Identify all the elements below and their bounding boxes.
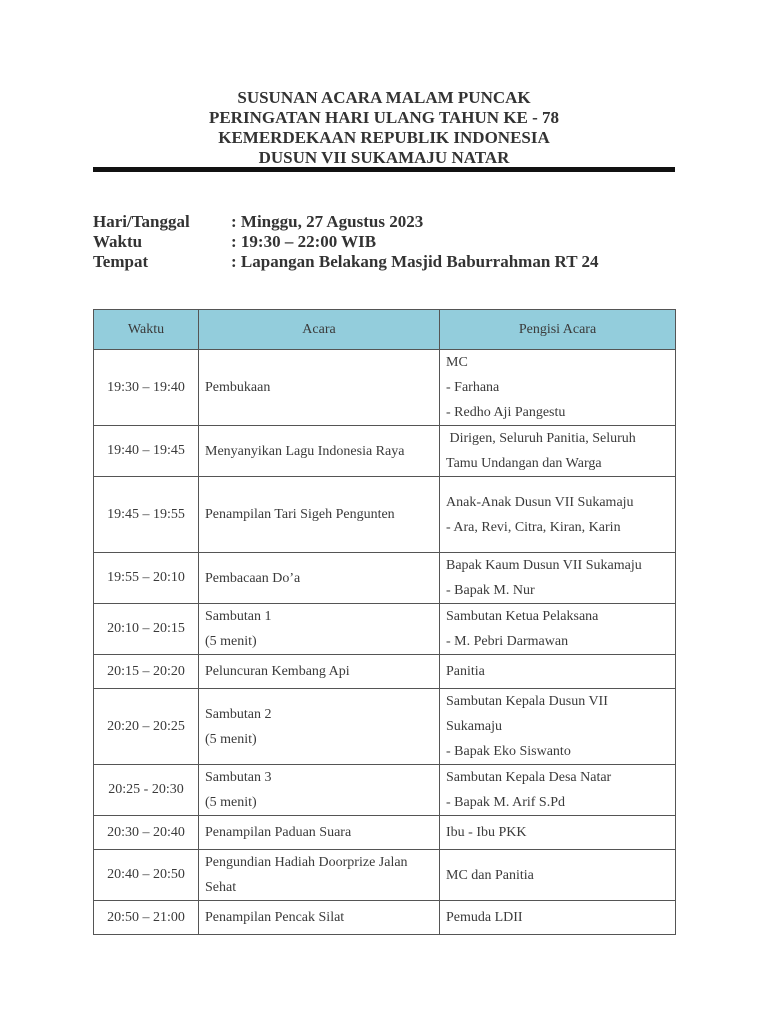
pengisi-line: - Bapak M. Nur (446, 583, 535, 598)
acara-line: Sambutan 1 (205, 609, 272, 624)
time-cell: 20:40 – 20:50 (94, 850, 199, 901)
acara-cell (199, 350, 440, 426)
acara-line: Pembacaan Do’a (205, 570, 301, 586)
acara-cell (199, 426, 440, 477)
pengisi-line: Anak-Anak Dusun VII Sukamaju (446, 494, 634, 510)
table-row (94, 604, 676, 655)
info-row-time (93, 232, 599, 252)
event-info (93, 212, 599, 272)
info-label: Hari/Tanggal (93, 212, 190, 231)
info-value: : Minggu, 27 Agustus 2023 (231, 212, 424, 231)
acara-cell (199, 765, 440, 816)
table-row (94, 350, 676, 426)
table-row (94, 850, 676, 901)
header-waktu: Waktu (94, 310, 199, 350)
pengisi-line: Bapak Kaum Dusun VII Sukamaju (446, 558, 642, 573)
acara-cell (199, 553, 440, 604)
table-header-row (94, 310, 676, 350)
document-title (93, 88, 675, 168)
pengisi-cell (440, 350, 676, 426)
pengisi-line: - Farhana (446, 380, 500, 395)
time-cell: 19:55 – 20:10 (94, 553, 199, 604)
table-row (94, 816, 676, 850)
info-label: Tempat (93, 252, 149, 271)
table-row (94, 901, 676, 935)
table-row (94, 765, 676, 816)
acara-line: (5 menit) (205, 634, 257, 649)
acara-line: Sambutan 2 (205, 706, 272, 722)
table-row (94, 655, 676, 689)
acara-cell (199, 816, 440, 850)
pengisi-line: - M. Pebri Darmawan (446, 634, 569, 649)
pengisi-cell (440, 604, 676, 655)
pengisi-line: Sambutan Ketua Pelaksana (446, 609, 599, 624)
pengisi-line: - Ara, Revi, Citra, Kiran, Karin (446, 519, 621, 535)
info-value: : Lapangan Belakang Masjid Baburrahman RT 24 (231, 252, 599, 271)
table-row (94, 426, 676, 477)
pengisi-cell (440, 765, 676, 816)
acara-line: Menyanyikan Lagu Indonesia Raya (205, 443, 405, 459)
info-row-place (93, 252, 599, 272)
pengisi-cell (440, 426, 676, 477)
pengisi-line: Sambutan Kepala Dusun VII (446, 694, 608, 709)
time-cell: 19:40 – 19:45 (94, 426, 199, 477)
acara-line: Sehat (205, 880, 237, 895)
pengisi-line: MC (446, 355, 468, 370)
time-cell: 20:10 – 20:15 (94, 604, 199, 655)
acara-line: Sambutan 3 (205, 770, 272, 785)
title-line-4: DUSUN VII SUKAMAJU NATAR (258, 148, 510, 167)
pengisi-line: MC dan Panitia (446, 867, 534, 883)
pengisi-line: Pemuda LDII (446, 910, 523, 925)
pengisi-line: - Bapak Eko Siswanto (446, 744, 571, 759)
pengisi-line: Ibu - Ibu PKK (446, 825, 527, 840)
time-cell: 19:45 – 19:55 (94, 477, 199, 553)
acara-cell (199, 901, 440, 935)
acara-line: Peluncuran Kembang Api (205, 664, 350, 679)
pengisi-line: - Redho Aji Pangestu (446, 405, 566, 420)
acara-line: Penampilan Tari Sigeh Pengunten (205, 507, 395, 522)
header-pengisi: Pengisi Acara (440, 310, 676, 350)
acara-line: Penampilan Pencak Silat (205, 910, 345, 925)
title-line-2: PERINGATAN HARI ULANG TAHUN KE - 78 (208, 108, 560, 127)
time-cell: 20:25 - 20:30 (94, 765, 199, 816)
schedule-table (93, 309, 676, 935)
pengisi-cell (440, 901, 676, 935)
table-row (94, 477, 676, 553)
time-cell: 20:30 – 20:40 (94, 816, 199, 850)
time-cell: 20:50 – 21:00 (94, 901, 199, 935)
pengisi-line: Tamu Undangan dan Warga (446, 456, 602, 471)
acara-line: Pembukaan (205, 380, 271, 395)
acara-cell (199, 655, 440, 689)
info-label: Waktu (93, 232, 143, 251)
acara-cell (199, 689, 440, 765)
info-value: : 19:30 – 22:00 WIB (231, 232, 377, 251)
pengisi-line: - Bapak M. Arif S.Pd (446, 795, 565, 810)
acara-line: Penampilan Paduan Suara (205, 825, 352, 840)
time-cell: 20:20 – 20:25 (94, 689, 199, 765)
pengisi-line: Sukamaju (446, 719, 502, 734)
acara-line: Pengundian Hadiah Doorprize Jalan (205, 855, 408, 870)
info-row-date (93, 212, 599, 232)
pengisi-cell (440, 655, 676, 689)
acara-line: (5 menit) (205, 795, 257, 810)
time-cell: 20:15 – 20:20 (94, 655, 199, 689)
acara-cell (199, 850, 440, 901)
title-line-1: SUSUNAN ACARA MALAM PUNCAK (237, 88, 531, 107)
time-cell: 19:30 – 19:40 (94, 350, 199, 426)
pengisi-cell (440, 850, 676, 901)
acara-line: (5 menit) (205, 731, 257, 747)
table-row (94, 553, 676, 604)
table-row (94, 689, 676, 765)
pengisi-line: Sambutan Kepala Desa Natar (446, 770, 612, 785)
pengisi-cell (440, 477, 676, 553)
pengisi-cell (440, 689, 676, 765)
acara-cell (199, 604, 440, 655)
pengisi-cell (440, 553, 676, 604)
pengisi-line: Panitia (446, 664, 485, 679)
title-line-3: KEMERDEKAAN REPUBLIK INDONESIA (218, 128, 550, 147)
header-acara: Acara (199, 310, 440, 350)
acara-cell (199, 477, 440, 553)
pengisi-cell (440, 816, 676, 850)
pengisi-line: Dirigen, Seluruh Panitia, Seluruh (446, 431, 636, 446)
title-divider (93, 167, 675, 172)
